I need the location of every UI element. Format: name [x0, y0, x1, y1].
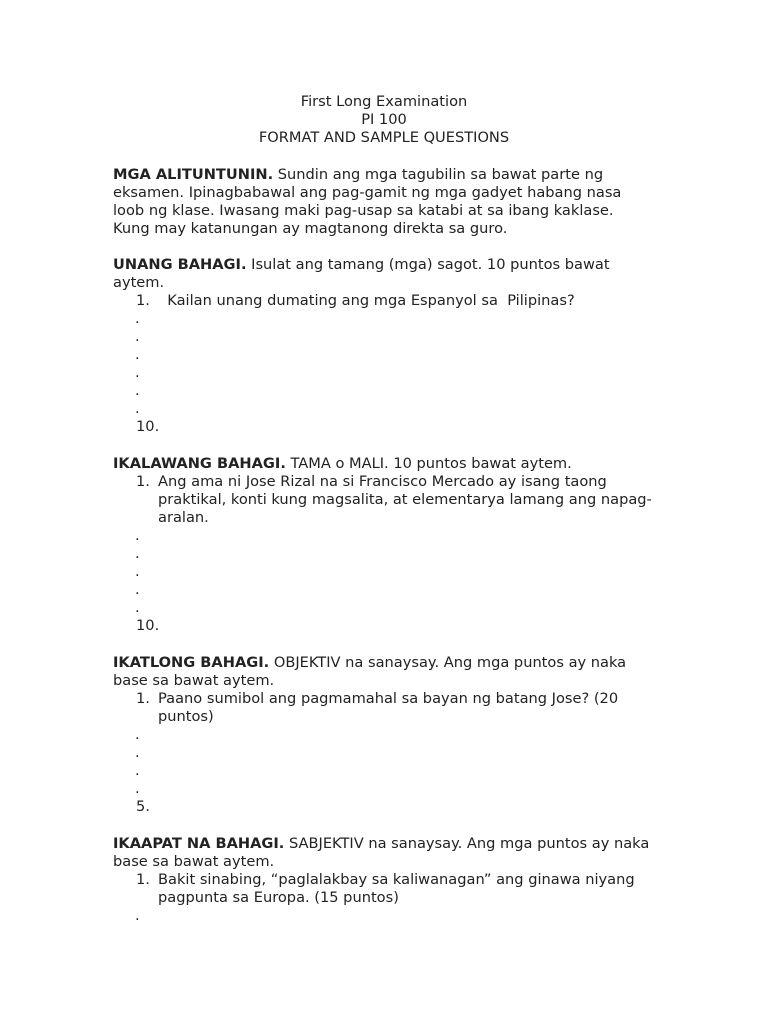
document-header	[0, 93, 768, 147]
part4-question-item	[113, 871, 653, 907]
last-item-number: 10.	[136, 617, 160, 634]
placeholder-dot: .	[135, 346, 140, 363]
part4-heading: IKAAPAT NA BAHAGI.	[113, 835, 285, 852]
question-number: 1.	[136, 473, 150, 490]
placeholder-dot: .	[135, 545, 140, 562]
part3-text: OBJEKTIV na sanaysay. Ang mga puntos ay naka base sa bawat aytem.	[113, 654, 627, 689]
instructions-heading: MGA ALITUNTUNIN.	[113, 166, 274, 183]
placeholder-dot: .	[135, 364, 140, 381]
part1-text: Isulat ang tamang (mga) sagot. 10 puntos bawat aytem.	[113, 256, 610, 291]
question-number: 1.	[136, 871, 150, 888]
question-text: Paano sumibol ang pagmamahal sa bayan ng batang Jose? (20 puntos)	[158, 690, 619, 725]
part3-intro	[113, 654, 653, 690]
question-text: Ang ama ni Jose Rizal na si Francisco Mercado ay isang taong praktikal, konti kung magsalita, at elementarya lamang ang napag-aralan.	[158, 473, 652, 526]
placeholder-dot: .	[135, 907, 140, 924]
part2-text: TAMA o MALI. 10 puntos bawat aytem.	[285, 455, 572, 472]
question-number: 1.	[136, 690, 150, 707]
placeholder-dot: .	[135, 581, 140, 598]
part2-question-item	[113, 473, 653, 527]
exam-subtitle: FORMAT AND SAMPLE QUESTIONS	[258, 129, 510, 146]
part1-heading: UNANG BAHAGI.	[113, 256, 247, 273]
part2-section	[113, 455, 653, 635]
instructions-section	[113, 166, 653, 238]
placeholder-dot: .	[135, 382, 140, 399]
placeholder-dot: .	[135, 599, 140, 616]
part3-heading: IKATLONG BAHAGI.	[113, 654, 270, 671]
placeholder-dot: .	[135, 563, 140, 580]
part4-text: SABJEKTIV na sanaysay. Ang mga puntos ay naka base sa bawat aytem.	[113, 835, 650, 870]
exam-title: First Long Examination	[300, 93, 468, 110]
part2-heading: IKALAWANG BAHAGI.	[113, 455, 286, 472]
part1-section	[113, 256, 653, 436]
question-number: 1.	[136, 292, 150, 309]
last-item-number: 10.	[136, 418, 160, 435]
placeholder-dot: .	[135, 400, 140, 417]
part1-question-item	[113, 292, 653, 310]
course-code: PI 100	[361, 111, 407, 128]
placeholder-dot: .	[135, 762, 140, 779]
last-item-number: 5.	[136, 798, 150, 815]
part1-intro	[113, 256, 653, 292]
part3-question-item	[113, 690, 653, 726]
instructions-paragraph	[113, 166, 653, 238]
instructions-text: Sundin ang mga tagubilin sa bawat parte ng eksamen. Ipinagbabawal ang pag-gamit ng mga gadyet habang nasa loob ng klase. Iwasang maki pag-usap sa katabi at sa ibang kaklase. Kung may katanungan ay magtanong direkta sa guro.	[113, 166, 622, 237]
placeholder-dot: .	[135, 780, 140, 797]
placeholder-dot: .	[135, 527, 140, 544]
placeholder-dot: .	[135, 726, 140, 743]
part2-intro	[113, 455, 653, 473]
question-text: Bakit sinabing, “paglalakbay sa kaliwanagan” ang ginawa niyang pagpunta sa Europa. (15 puntos)	[158, 871, 635, 906]
part3-section	[113, 654, 653, 816]
question-text: Kailan unang dumating ang mga Espanyol sa Pilipinas?	[158, 292, 575, 309]
placeholder-dot: .	[135, 744, 140, 761]
placeholder-dot: .	[135, 328, 140, 345]
placeholder-dot: .	[135, 310, 140, 327]
part4-section	[113, 835, 653, 925]
part4-intro	[113, 835, 653, 871]
